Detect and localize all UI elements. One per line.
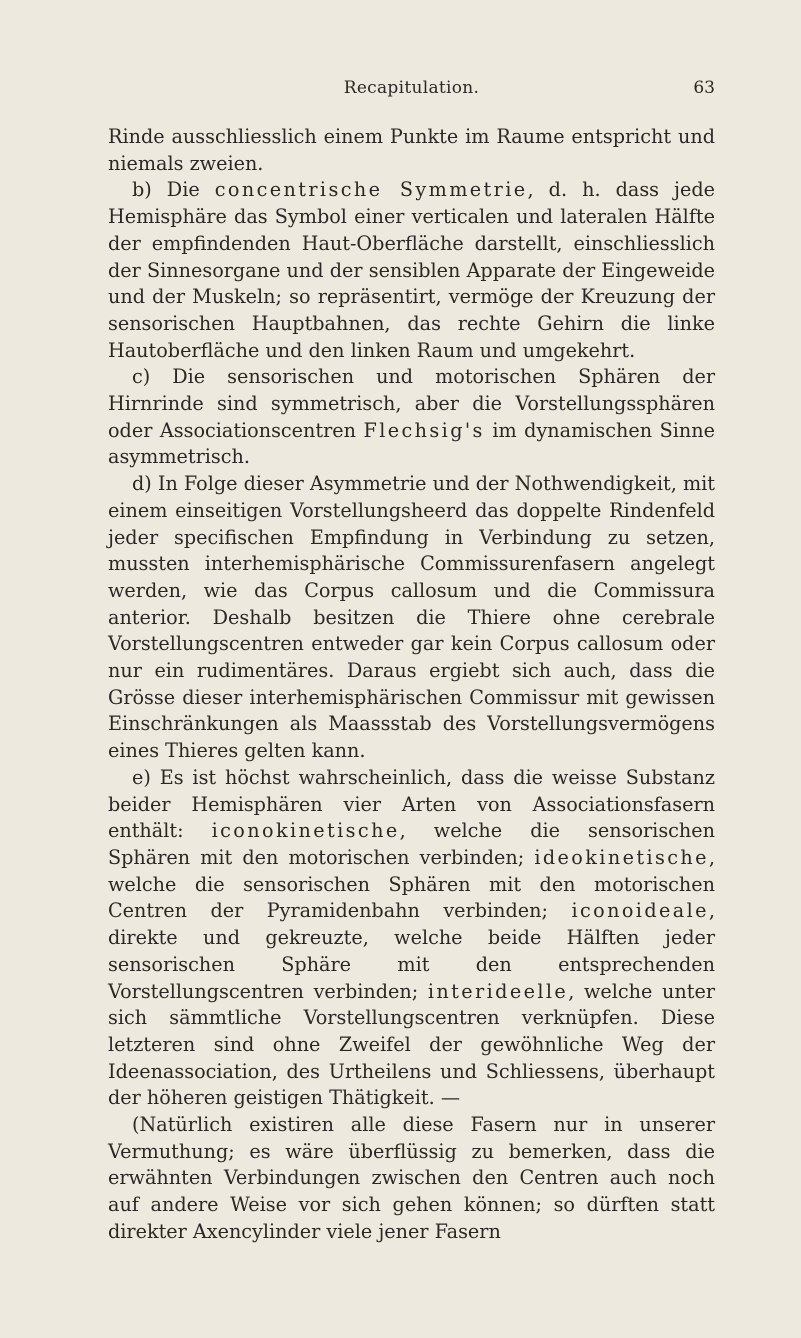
emphasized-term: iconoideale (571, 899, 709, 923)
emphasized-term: ideokinetische (534, 845, 709, 869)
text-segment: e) Es ist höchst wahrscheinlich, dass die weisse Substanz beider Hemisphären vier Arten von Associationsfasern enthält: (108, 765, 715, 843)
emphasized-term: concentrische Symmetrie (214, 178, 528, 202)
running-header (108, 78, 715, 114)
paragraph (108, 765, 715, 1112)
text-segment: im dynamischen Sinne asymmetrisch. (108, 418, 715, 469)
paragraph (108, 471, 715, 765)
text-segment: c) Die sensorischen und motorischen Sphären der Hirnrinde sind symmetrisch, aber die Vorstellungssphären oder Associationscentren (108, 365, 715, 442)
emphasized-term: iconokinetische (211, 819, 400, 843)
paragraph (108, 1112, 715, 1246)
text-segment: , welche die sensorischen Sphären mit den motorischen Centren der Pyramidenbahn verbinden; (108, 845, 715, 923)
paragraph (108, 177, 715, 364)
text-segment: d) In Folge dieser Asymmetrie und der Nothwendigkeit, mit einem einseitigen Vorstellungsheerd das doppelte Rindenfeld jeder specifischen Empfindung in Verbindung zu setzen, mussten interhemisphärische Commissurenfasern angelegt werden, wie das Corpus callosum und die Commissura anterior. Deshalb besitzen die Thiere ohne cerebrale Vorstellungscentren entweder gar kein Corpus callosum oder nur ein rudimentäres. Daraus ergiebt sich auch, dass die Grösse dieser interhemisphärischen Commissur mit gewissen Einschränkungen als Maassstab des Vorstellungsvermögens eines Thieres gelten kann. (108, 472, 715, 763)
running-title: Recapitulation. (343, 78, 480, 98)
paragraph (108, 364, 715, 471)
book-page (0, 78, 801, 1338)
text-segment: Rinde ausschliesslich einem Punkte im Raume entspricht und niemals zweien. (108, 125, 715, 175)
body-text (108, 124, 715, 1246)
text-segment: , welche die sensorischen Sphären mit den motorischen verbinden; (108, 819, 715, 869)
page-number: 63 (693, 78, 715, 98)
text-segment: , direkte und gekreuzte, welche beide Hälften jeder sensorischen Sphäre mit den entsprechenden Vorstellungscentren verbinden; (108, 899, 715, 1003)
emphasized-term: Flechsig's (363, 418, 485, 442)
text-segment: (Natürlich existiren alle diese Fasern nur in unserer Vermuthung; es wäre überflüssig zu bemerken, dass die erwähnten Verbindungen zwischen den Centren auch noch auf andere Weise vor sich gehen können; so dürften statt direkter Axencylinder viele jener Fasern (108, 1113, 715, 1243)
text-segment: , d. h. dass jede Hemisphäre das Symbol einer verticalen und lateralen Hälfte der empfindenden Haut-Oberfläche darstellt, einschliesslich der Sinnesorgane und der sensiblen Apparate der Eingeweide und der Muskeln; so repräsentirt, vermöge der Kreuzung der sensorischen Hauptbahnen, das rechte Gehirn die linke Hautoberfläche und den linken Raum und umgekehrt. (108, 178, 715, 362)
text-segment: b) Die (132, 178, 215, 202)
text-segment: , welche unter sich sämmtliche Vorstellungscentren verknüpfen. Diese letzteren sind ohne Zweifel der gewöhnliche Weg der Ideenassociation, des Urtheilens und Schliessens, überhaupt der höheren geistigen Thätigkeit. — (108, 979, 715, 1110)
emphasized-term: interideelle (427, 979, 569, 1003)
paragraph (108, 124, 715, 177)
